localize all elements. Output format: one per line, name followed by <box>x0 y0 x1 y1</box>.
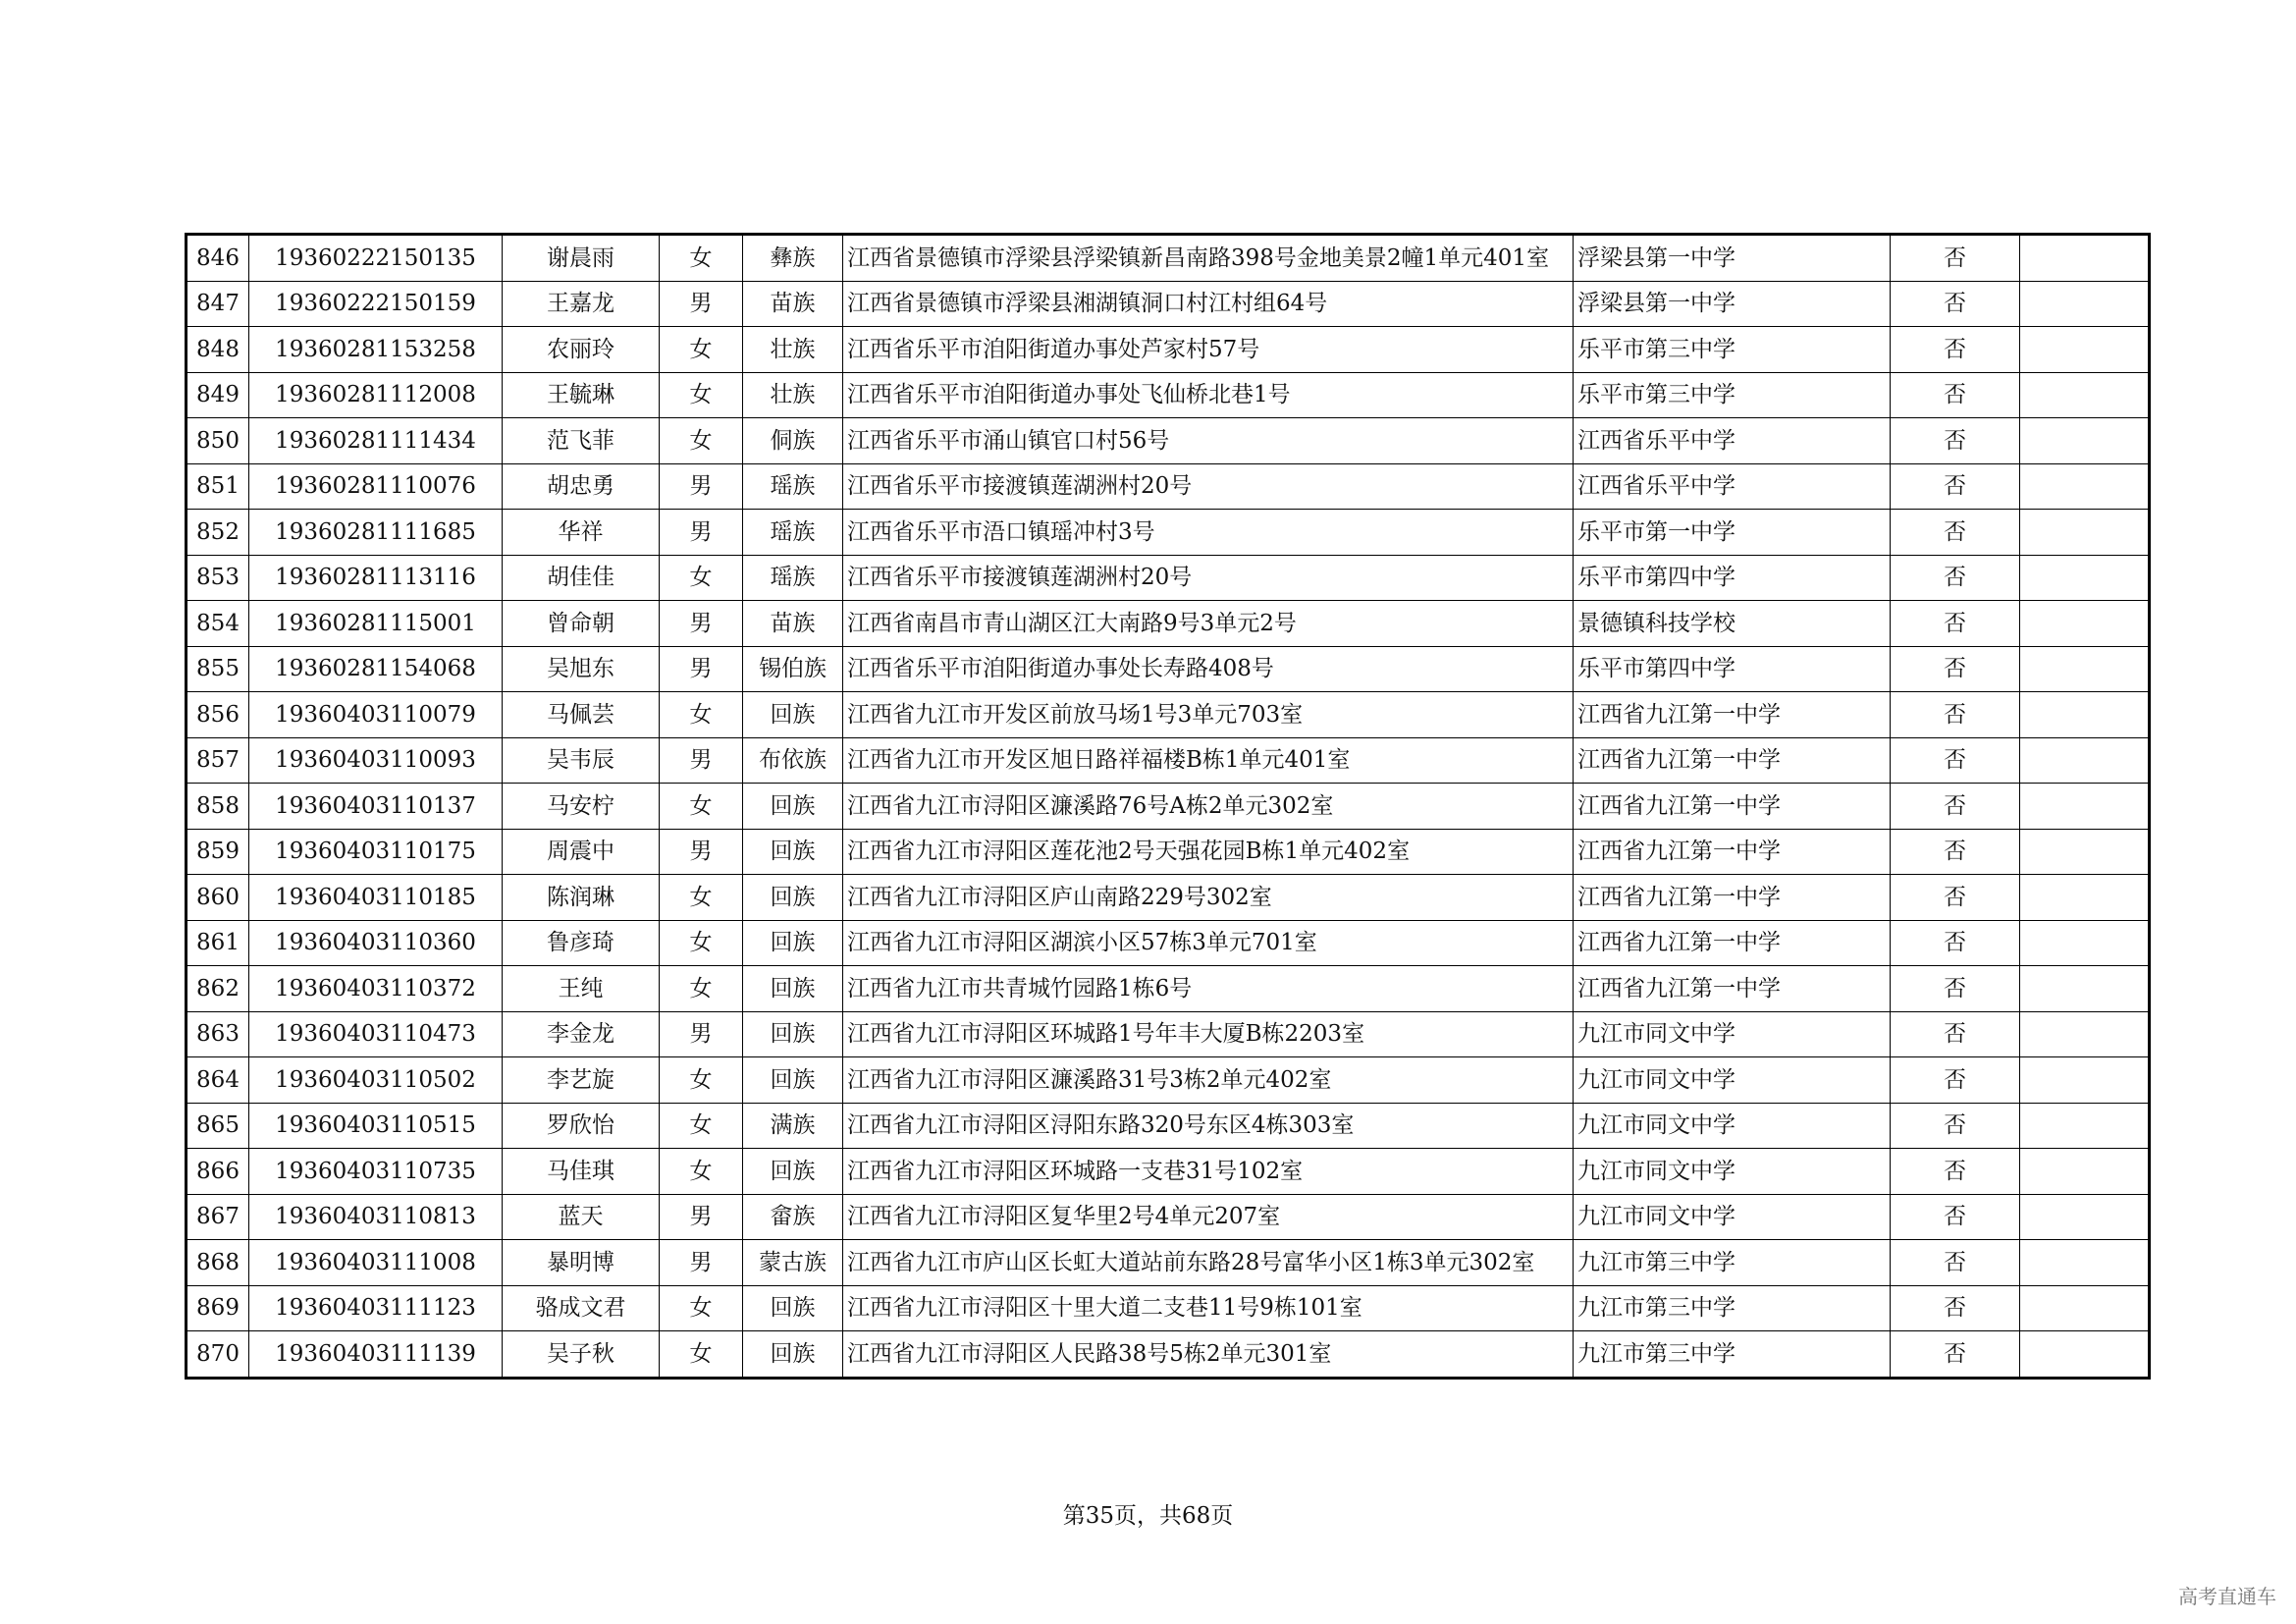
row-index-cell: 852 <box>187 510 249 556</box>
address-cell: 江西省九江市浔阳区复华里2号4单元207室 <box>843 1194 1574 1240</box>
ethnicity-cell: 回族 <box>743 920 843 966</box>
table-row <box>187 1285 2150 1331</box>
exam-id-cell: 19360281154068 <box>249 646 503 692</box>
table-row <box>187 692 2150 738</box>
flag-cell: 否 <box>1891 555 2020 601</box>
flag-cell: 否 <box>1891 829 2020 875</box>
school-cell: 九江市同文中学 <box>1574 1194 1891 1240</box>
table-row <box>187 966 2150 1012</box>
address-cell: 江西省九江市浔阳区庐山南路229号302室 <box>843 875 1574 921</box>
name-cell: 陈润琳 <box>503 875 660 921</box>
gender-cell: 女 <box>660 555 743 601</box>
remarks-cell <box>2020 1149 2150 1195</box>
exam-id-cell: 19360403110185 <box>249 875 503 921</box>
remarks-cell <box>2020 510 2150 556</box>
gender-cell: 女 <box>660 1103 743 1149</box>
ethnicity-cell: 回族 <box>743 1149 843 1195</box>
address-cell: 江西省九江市共青城竹园路1栋6号 <box>843 966 1574 1012</box>
name-cell: 周震中 <box>503 829 660 875</box>
table-row <box>187 737 2150 784</box>
gender-cell: 女 <box>660 418 743 464</box>
school-cell: 江西省乐平中学 <box>1574 463 1891 510</box>
flag-cell: 否 <box>1891 235 2020 282</box>
row-index-cell: 867 <box>187 1194 249 1240</box>
name-cell: 李艺旋 <box>503 1057 660 1104</box>
table-row <box>187 1011 2150 1057</box>
school-cell: 江西省乐平中学 <box>1574 418 1891 464</box>
remarks-cell <box>2020 966 2150 1012</box>
remarks-cell <box>2020 784 2150 830</box>
ethnicity-cell: 壮族 <box>743 372 843 418</box>
school-cell: 江西省九江第一中学 <box>1574 784 1891 830</box>
exam-id-cell: 19360403110079 <box>249 692 503 738</box>
school-cell: 九江市第三中学 <box>1574 1331 1891 1379</box>
flag-cell: 否 <box>1891 601 2020 647</box>
remarks-cell <box>2020 418 2150 464</box>
school-cell: 江西省九江第一中学 <box>1574 737 1891 784</box>
ethnicity-cell: 满族 <box>743 1103 843 1149</box>
address-cell: 江西省九江市浔阳区环城路1号年丰大厦B栋2203室 <box>843 1011 1574 1057</box>
ethnicity-cell: 壮族 <box>743 327 843 373</box>
school-cell: 九江市同文中学 <box>1574 1057 1891 1104</box>
flag-cell: 否 <box>1891 510 2020 556</box>
name-cell: 谢晨雨 <box>503 235 660 282</box>
school-cell: 乐平市第三中学 <box>1574 372 1891 418</box>
table-row <box>187 829 2150 875</box>
gender-cell: 男 <box>660 1011 743 1057</box>
ethnicity-cell: 回族 <box>743 1285 843 1331</box>
name-cell: 马佳琪 <box>503 1149 660 1195</box>
ethnicity-cell: 锡伯族 <box>743 646 843 692</box>
address-cell: 江西省乐平市浯口镇瑶冲村3号 <box>843 510 1574 556</box>
name-cell: 曾命朝 <box>503 601 660 647</box>
table-row <box>187 372 2150 418</box>
remarks-cell <box>2020 829 2150 875</box>
exam-id-cell: 19360222150159 <box>249 281 503 327</box>
gender-cell: 男 <box>660 1194 743 1240</box>
ethnicity-cell: 布依族 <box>743 737 843 784</box>
table-row <box>187 235 2150 282</box>
table-row <box>187 1103 2150 1149</box>
flag-cell: 否 <box>1891 281 2020 327</box>
exam-id-cell: 19360403110175 <box>249 829 503 875</box>
flag-cell: 否 <box>1891 1240 2020 1286</box>
address-cell: 江西省景德镇市浮梁县浮梁镇新昌南路398号金地美景2幢1单元401室 <box>843 235 1574 282</box>
ethnicity-cell: 苗族 <box>743 601 843 647</box>
gender-cell: 女 <box>660 1149 743 1195</box>
roster-body <box>187 235 2150 1379</box>
ethnicity-cell: 回族 <box>743 1331 843 1379</box>
flag-cell: 否 <box>1891 1057 2020 1104</box>
gender-cell: 男 <box>660 510 743 556</box>
address-cell: 江西省九江市浔阳区濂溪路76号A栋2单元302室 <box>843 784 1574 830</box>
exam-id-cell: 19360403110137 <box>249 784 503 830</box>
table-row <box>187 1057 2150 1104</box>
name-cell: 马安柠 <box>503 784 660 830</box>
row-index-cell: 861 <box>187 920 249 966</box>
flag-cell: 否 <box>1891 784 2020 830</box>
row-index-cell: 848 <box>187 327 249 373</box>
roster-table <box>185 233 2151 1380</box>
address-cell: 江西省九江市浔阳区人民路38号5栋2单元301室 <box>843 1331 1574 1379</box>
address-cell: 江西省景德镇市浮梁县湘湖镇洞口村江村组64号 <box>843 281 1574 327</box>
exam-id-cell: 19360403110502 <box>249 1057 503 1104</box>
flag-cell: 否 <box>1891 1011 2020 1057</box>
row-index-cell: 870 <box>187 1331 249 1379</box>
school-cell: 乐平市第四中学 <box>1574 646 1891 692</box>
ethnicity-cell: 侗族 <box>743 418 843 464</box>
exam-id-cell: 19360281111685 <box>249 510 503 556</box>
remarks-cell <box>2020 920 2150 966</box>
name-cell: 马佩芸 <box>503 692 660 738</box>
name-cell: 胡佳佳 <box>503 555 660 601</box>
gender-cell: 男 <box>660 737 743 784</box>
table-row <box>187 418 2150 464</box>
row-index-cell: 856 <box>187 692 249 738</box>
remarks-cell <box>2020 1194 2150 1240</box>
school-cell: 九江市第三中学 <box>1574 1285 1891 1331</box>
gender-cell: 女 <box>660 1285 743 1331</box>
exam-id-cell: 19360403111123 <box>249 1285 503 1331</box>
name-cell: 吴韦辰 <box>503 737 660 784</box>
address-cell: 江西省九江市浔阳区莲花池2号天强花园B栋1单元402室 <box>843 829 1574 875</box>
flag-cell: 否 <box>1891 1285 2020 1331</box>
row-index-cell: 862 <box>187 966 249 1012</box>
name-cell: 王纯 <box>503 966 660 1012</box>
school-cell: 江西省九江第一中学 <box>1574 966 1891 1012</box>
gender-cell: 女 <box>660 1057 743 1104</box>
table-row <box>187 875 2150 921</box>
exam-id-cell: 19360403110735 <box>249 1149 503 1195</box>
row-index-cell: 855 <box>187 646 249 692</box>
address-cell: 江西省乐平市洎阳街道办事处芦家村57号 <box>843 327 1574 373</box>
school-cell: 江西省九江第一中学 <box>1574 829 1891 875</box>
gender-cell: 男 <box>660 463 743 510</box>
gender-cell: 男 <box>660 281 743 327</box>
flag-cell: 否 <box>1891 418 2020 464</box>
row-index-cell: 849 <box>187 372 249 418</box>
school-cell: 浮梁县第一中学 <box>1574 281 1891 327</box>
name-cell: 胡忠勇 <box>503 463 660 510</box>
row-index-cell: 857 <box>187 737 249 784</box>
ethnicity-cell: 回族 <box>743 784 843 830</box>
name-cell: 王毓琳 <box>503 372 660 418</box>
school-cell: 江西省九江第一中学 <box>1574 875 1891 921</box>
flag-cell: 否 <box>1891 692 2020 738</box>
remarks-cell <box>2020 737 2150 784</box>
page-number: 第35页，共68页 <box>1062 1503 1234 1529</box>
gender-cell: 男 <box>660 646 743 692</box>
name-cell: 骆成文君 <box>503 1285 660 1331</box>
ethnicity-cell: 瑶族 <box>743 555 843 601</box>
flag-cell: 否 <box>1891 646 2020 692</box>
exam-id-cell: 19360403110360 <box>249 920 503 966</box>
table-row <box>187 1240 2150 1286</box>
flag-cell: 否 <box>1891 737 2020 784</box>
exam-id-cell: 19360281113116 <box>249 555 503 601</box>
gender-cell: 女 <box>660 327 743 373</box>
name-cell: 暴明博 <box>503 1240 660 1286</box>
row-index-cell: 863 <box>187 1011 249 1057</box>
table-row <box>187 555 2150 601</box>
ethnicity-cell: 瑶族 <box>743 463 843 510</box>
exam-id-cell: 19360403110813 <box>249 1194 503 1240</box>
row-index-cell: 859 <box>187 829 249 875</box>
ethnicity-cell: 回族 <box>743 1011 843 1057</box>
flag-cell: 否 <box>1891 463 2020 510</box>
table-row <box>187 327 2150 373</box>
remarks-cell <box>2020 1331 2150 1379</box>
table-row <box>187 646 2150 692</box>
ethnicity-cell: 回族 <box>743 966 843 1012</box>
gender-cell: 女 <box>660 372 743 418</box>
exam-id-cell: 19360281110076 <box>249 463 503 510</box>
school-cell: 九江市同文中学 <box>1574 1011 1891 1057</box>
row-index-cell: 869 <box>187 1285 249 1331</box>
address-cell: 江西省九江市开发区旭日路祥福楼B栋1单元401室 <box>843 737 1574 784</box>
flag-cell: 否 <box>1891 372 2020 418</box>
school-cell: 江西省九江第一中学 <box>1574 692 1891 738</box>
remarks-cell <box>2020 1011 2150 1057</box>
flag-cell: 否 <box>1891 1331 2020 1379</box>
address-cell: 江西省乐平市涌山镇官口村56号 <box>843 418 1574 464</box>
remarks-cell <box>2020 601 2150 647</box>
table-row <box>187 784 2150 830</box>
exam-id-cell: 19360403110093 <box>249 737 503 784</box>
name-cell: 范飞菲 <box>503 418 660 464</box>
remarks-cell <box>2020 875 2150 921</box>
flag-cell: 否 <box>1891 327 2020 373</box>
remarks-cell <box>2020 327 2150 373</box>
row-index-cell: 850 <box>187 418 249 464</box>
row-index-cell: 868 <box>187 1240 249 1286</box>
exam-id-cell: 19360403110515 <box>249 1103 503 1149</box>
exam-id-cell: 19360403110473 <box>249 1011 503 1057</box>
school-cell: 乐平市第三中学 <box>1574 327 1891 373</box>
address-cell: 江西省九江市浔阳区十里大道二支巷11号9栋101室 <box>843 1285 1574 1331</box>
address-cell: 江西省九江市浔阳区湖滨小区57栋3单元701室 <box>843 920 1574 966</box>
gender-cell: 男 <box>660 1240 743 1286</box>
ethnicity-cell: 回族 <box>743 829 843 875</box>
exam-id-cell: 19360222150135 <box>249 235 503 282</box>
ethnicity-cell: 苗族 <box>743 281 843 327</box>
address-cell: 江西省九江市开发区前放马场1号3单元703室 <box>843 692 1574 738</box>
name-cell: 蓝天 <box>503 1194 660 1240</box>
row-index-cell: 851 <box>187 463 249 510</box>
school-cell: 乐平市第一中学 <box>1574 510 1891 556</box>
table-row <box>187 1149 2150 1195</box>
school-cell: 江西省九江第一中学 <box>1574 920 1891 966</box>
flag-cell: 否 <box>1891 1194 2020 1240</box>
gender-cell: 女 <box>660 235 743 282</box>
remarks-cell <box>2020 463 2150 510</box>
ethnicity-cell: 瑶族 <box>743 510 843 556</box>
exam-id-cell: 19360403110372 <box>249 966 503 1012</box>
ethnicity-cell: 回族 <box>743 875 843 921</box>
exam-id-cell: 19360281111434 <box>249 418 503 464</box>
gender-cell: 女 <box>660 1331 743 1379</box>
flag-cell: 否 <box>1891 966 2020 1012</box>
school-cell: 乐平市第四中学 <box>1574 555 1891 601</box>
table-row <box>187 281 2150 327</box>
name-cell: 吴旭东 <box>503 646 660 692</box>
row-index-cell: 847 <box>187 281 249 327</box>
gender-cell: 女 <box>660 920 743 966</box>
exam-id-cell: 19360403111008 <box>249 1240 503 1286</box>
school-cell: 浮梁县第一中学 <box>1574 235 1891 282</box>
gender-cell: 女 <box>660 692 743 738</box>
remarks-cell <box>2020 372 2150 418</box>
row-index-cell: 860 <box>187 875 249 921</box>
address-cell: 江西省九江市浔阳区环城路一支巷31号102室 <box>843 1149 1574 1195</box>
address-cell: 江西省九江市庐山区长虹大道站前东路28号富华小区1栋3单元302室 <box>843 1240 1574 1286</box>
flag-cell: 否 <box>1891 920 2020 966</box>
school-cell: 九江市第三中学 <box>1574 1240 1891 1286</box>
address-cell: 江西省九江市浔阳区濂溪路31号3栋2单元402室 <box>843 1057 1574 1104</box>
row-index-cell: 866 <box>187 1149 249 1195</box>
flag-cell: 否 <box>1891 875 2020 921</box>
name-cell: 王嘉龙 <box>503 281 660 327</box>
table-row <box>187 510 2150 556</box>
exam-id-cell: 19360403111139 <box>249 1331 503 1379</box>
exam-id-cell: 19360281115001 <box>249 601 503 647</box>
school-cell: 景德镇科技学校 <box>1574 601 1891 647</box>
table-row <box>187 463 2150 510</box>
name-cell: 华祥 <box>503 510 660 556</box>
school-cell: 九江市同文中学 <box>1574 1149 1891 1195</box>
remarks-cell <box>2020 1285 2150 1331</box>
name-cell: 李金龙 <box>503 1011 660 1057</box>
ethnicity-cell: 彝族 <box>743 235 843 282</box>
remarks-cell <box>2020 1103 2150 1149</box>
school-cell: 九江市同文中学 <box>1574 1103 1891 1149</box>
row-index-cell: 864 <box>187 1057 249 1104</box>
ethnicity-cell: 回族 <box>743 692 843 738</box>
exam-id-cell: 19360281112008 <box>249 372 503 418</box>
exam-id-cell: 19360281153258 <box>249 327 503 373</box>
table-row <box>187 1194 2150 1240</box>
remarks-cell <box>2020 646 2150 692</box>
name-cell: 鲁彦琦 <box>503 920 660 966</box>
gender-cell: 男 <box>660 829 743 875</box>
address-cell: 江西省乐平市洎阳街道办事处长寿路408号 <box>843 646 1574 692</box>
remarks-cell <box>2020 281 2150 327</box>
address-cell: 江西省九江市浔阳区浔阳东路320号东区4栋303室 <box>843 1103 1574 1149</box>
remarks-cell <box>2020 555 2150 601</box>
row-index-cell: 853 <box>187 555 249 601</box>
name-cell: 罗欣怡 <box>503 1103 660 1149</box>
flag-cell: 否 <box>1891 1103 2020 1149</box>
remarks-cell <box>2020 1240 2150 1286</box>
row-index-cell: 858 <box>187 784 249 830</box>
watermark: 高考直通车 <box>2178 1585 2276 1608</box>
table-row <box>187 601 2150 647</box>
remarks-cell <box>2020 692 2150 738</box>
table-row <box>187 920 2150 966</box>
gender-cell: 女 <box>660 875 743 921</box>
address-cell: 江西省乐平市洎阳街道办事处飞仙桥北巷1号 <box>843 372 1574 418</box>
address-cell: 江西省乐平市接渡镇莲湖洲村20号 <box>843 463 1574 510</box>
gender-cell: 女 <box>660 784 743 830</box>
remarks-cell <box>2020 1057 2150 1104</box>
ethnicity-cell: 回族 <box>743 1057 843 1104</box>
flag-cell: 否 <box>1891 1149 2020 1195</box>
row-index-cell: 865 <box>187 1103 249 1149</box>
name-cell: 吴子秋 <box>503 1331 660 1379</box>
row-index-cell: 846 <box>187 235 249 282</box>
ethnicity-cell: 蒙古族 <box>743 1240 843 1286</box>
row-index-cell: 854 <box>187 601 249 647</box>
ethnicity-cell: 畲族 <box>743 1194 843 1240</box>
gender-cell: 女 <box>660 966 743 1012</box>
address-cell: 江西省乐平市接渡镇莲湖洲村20号 <box>843 555 1574 601</box>
address-cell: 江西省南昌市青山湖区江大南路9号3单元2号 <box>843 601 1574 647</box>
table-row <box>187 1331 2150 1379</box>
gender-cell: 男 <box>660 601 743 647</box>
name-cell: 农丽玲 <box>503 327 660 373</box>
remarks-cell <box>2020 235 2150 282</box>
